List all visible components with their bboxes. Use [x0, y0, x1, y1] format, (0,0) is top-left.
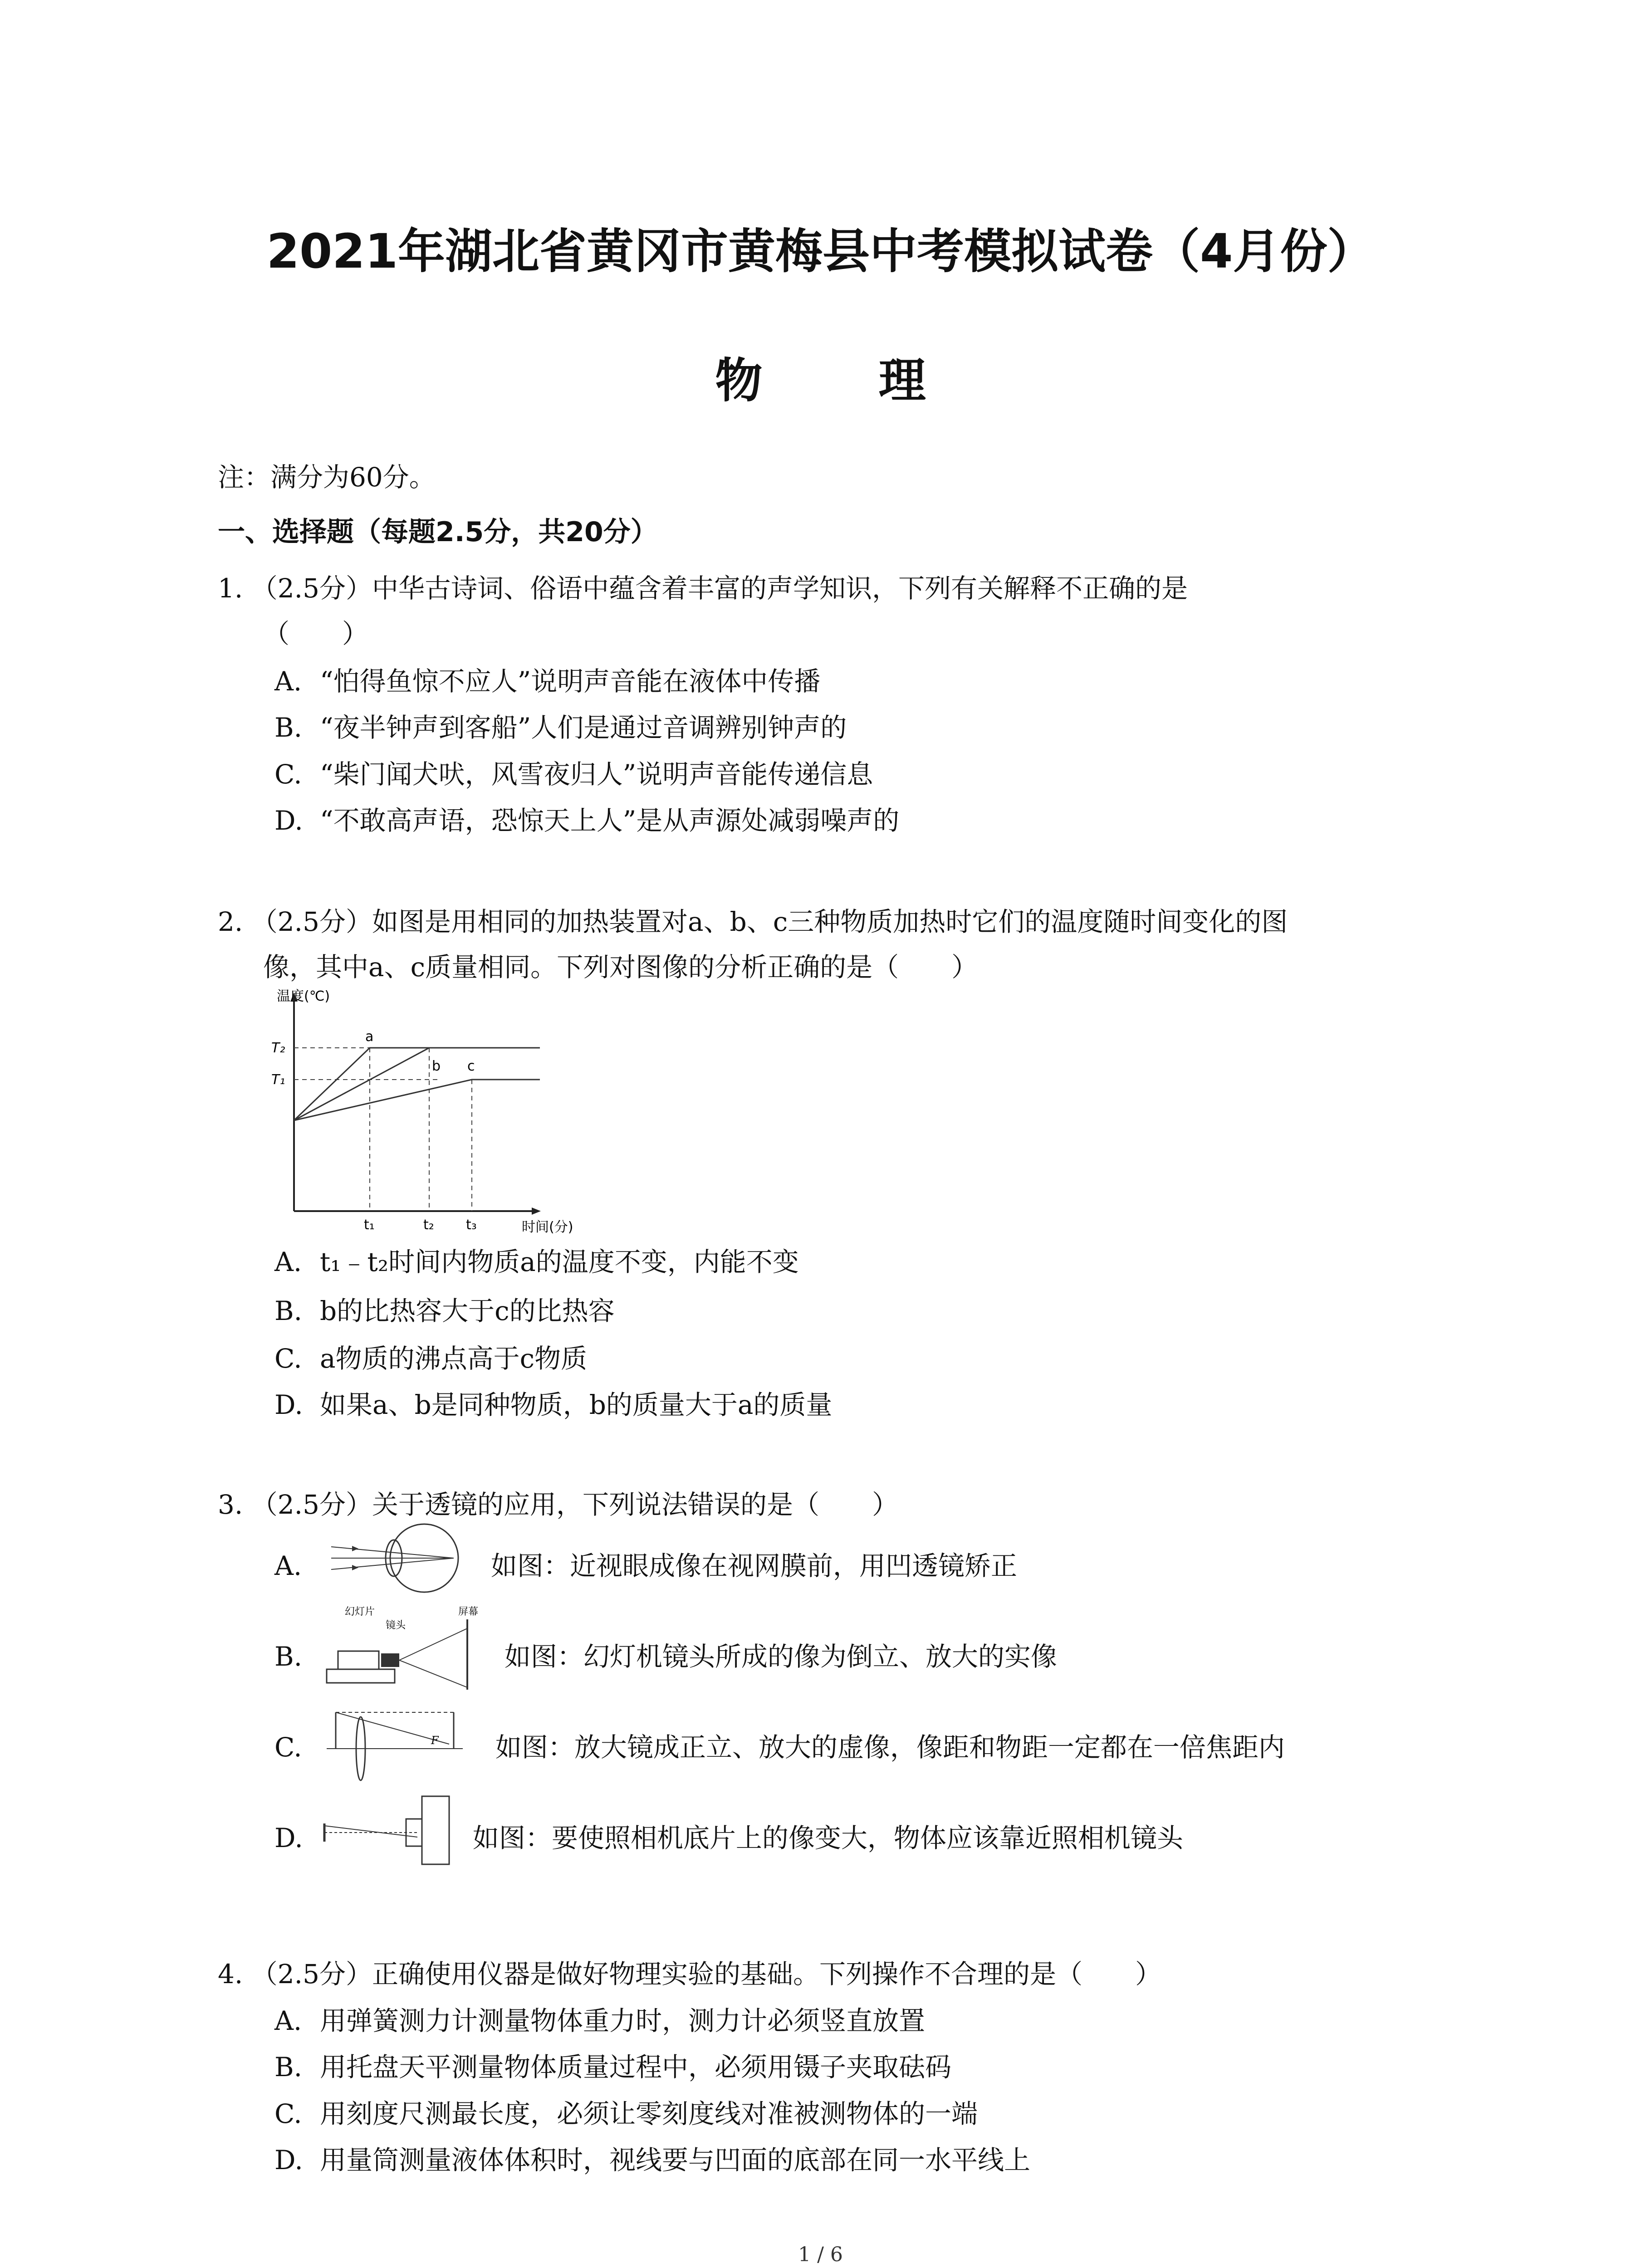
figure-label: 屏幕 — [458, 1606, 479, 1618]
temperature-time-graph — [268, 984, 573, 1238]
q2-option-b — [274, 1290, 615, 1328]
figure-label: F — [431, 1734, 439, 1747]
q4-stem: 4. （2.5分）正确使用仪器是做好物理实验的基础。下列操作不合理的是（ ） — [218, 1959, 1162, 1989]
option-label: D. — [274, 1389, 303, 1420]
x-axis-arrow-icon — [532, 1207, 541, 1215]
option-label: B. — [274, 712, 303, 743]
option-label: B. — [274, 1641, 303, 1672]
option-text: “怕得鱼惊不应人”说明声音能在液体中传播 — [320, 666, 821, 697]
projector-diagram-icon — [318, 1601, 490, 1692]
q4-option-a — [274, 1999, 925, 2038]
x-tick-t3: t₃ — [466, 1217, 477, 1233]
option-label: D. — [274, 2145, 303, 2175]
option-label: B. — [274, 1295, 303, 1326]
magnifier-diagram-icon — [318, 1699, 481, 1778]
q1-option-d — [274, 799, 899, 837]
option-text: 如果a、b是同种物质，b的质量大于a的质量 — [320, 1389, 833, 1420]
option-text: b的比热容大于c的比热容 — [320, 1295, 615, 1326]
q3-stem: 3. （2.5分）关于透镜的应用，下列说法错误的是（ ） — [218, 1489, 899, 1520]
camera-diagram-icon — [318, 1783, 458, 1873]
x-axis-label: 时间(分) — [522, 1219, 573, 1235]
option-text: “不敢高声语，恐惊天上人”是从声源处减弱噪声的 — [320, 805, 900, 836]
option-text: a物质的沸点高于c物质 — [320, 1343, 588, 1374]
option-text: 如图：放大镜成正立、放大的虚像，像距和物距一定都在一倍焦距内 — [495, 1732, 1285, 1763]
option-label: A. — [274, 666, 302, 697]
option-text: t₁﹣t₂时间内物质a的温度不变，内能不变 — [320, 1246, 799, 1277]
q1-stem: 1. （2.5分）中华古诗词、俗语中蕴含着丰富的声学知识，下列有关解释不正确的是 — [218, 573, 1188, 604]
option-label: D. — [274, 1823, 303, 1853]
option-label: C. — [274, 1732, 302, 1763]
curve-a — [294, 1048, 540, 1120]
q2-option-c — [274, 1337, 587, 1375]
y-axis-label: 温度(℃) — [277, 988, 330, 1004]
curve-label-a: a — [365, 1029, 374, 1045]
option-label: C. — [274, 759, 302, 790]
q2-option-a — [274, 1241, 799, 1279]
q4-option-c — [274, 2092, 978, 2131]
q1-option-a — [274, 660, 820, 698]
option-label: B. — [274, 2052, 303, 2082]
page-number: 1 / 6 — [798, 2243, 843, 2266]
option-label: D. — [274, 805, 303, 836]
option-text: 如图：近视眼成像在视网膜前，用凹透镜矫正 — [490, 1550, 1017, 1581]
q1-stem-cont: （ ） — [263, 618, 369, 649]
curve-label-c: c — [467, 1058, 475, 1074]
option-text: 如图：要使照相机底片上的像变大，物体应该靠近照相机镜头 — [472, 1823, 1183, 1853]
option-text: 如图：幻灯机镜头所成的像为倒立、放大的实像 — [504, 1641, 1057, 1672]
option-label: A. — [274, 2005, 302, 2036]
option-text: 用托盘天平测量物体质量过程中，必须用镊子夹取砝码 — [320, 2052, 952, 2082]
q1-option-c — [274, 753, 873, 791]
eye-lens-diagram-icon — [322, 1520, 476, 1597]
q2-option-d — [274, 1383, 832, 1422]
exam-title: 2021年湖北省黄冈市黄梅县中考模拟试卷（4月份） — [266, 224, 1375, 279]
option-label: C. — [274, 1343, 302, 1374]
q1-option-b — [274, 706, 847, 744]
q2-stem-cont: 像，其中a、c质量相同。下列对图像的分析正确的是（ ） — [263, 952, 978, 982]
x-tick-t1: t₁ — [364, 1217, 375, 1233]
y-tick-t2: T₂ — [271, 1040, 285, 1056]
section-heading: 一、选择题（每题2.5分，共20分） — [218, 516, 658, 548]
score-note: 注：满分为60分。 — [218, 462, 436, 493]
option-label: A. — [274, 1550, 302, 1581]
option-text: “柴门闻犬吠，风雪夜归人”说明声音能传递信息 — [320, 759, 873, 790]
curve-label-b: b — [432, 1058, 441, 1074]
figure-label: 幻灯片 — [345, 1606, 375, 1618]
figure-label: 镜头 — [386, 1620, 406, 1631]
y-tick-t1: T₁ — [271, 1072, 285, 1088]
option-text: 用量筒测量液体体积时，视线要与凹面的底部在同一水平线上 — [320, 2145, 1031, 2175]
subject-title: 物 理 — [715, 353, 976, 408]
x-tick-t2: t₂ — [423, 1217, 434, 1233]
option-label: C. — [274, 2098, 302, 2129]
q4-option-b — [274, 2046, 951, 2084]
curve-b — [294, 1048, 429, 1120]
q2-stem: 2. （2.5分）如图是用相同的加热装置对a、b、c三种物质加热时它们的温度随时间变化的图 — [218, 906, 1288, 937]
option-label: A. — [274, 1246, 302, 1277]
q4-option-d — [274, 2139, 1030, 2177]
option-text: 用刻度尺测最长度，必须让零刻度线对准被测物体的一端 — [320, 2098, 978, 2129]
option-text: “夜半钟声到客船”人们是通过音调辨别钟声的 — [320, 712, 847, 743]
option-text: 用弹簧测力计测量物体重力时，测力计必须竖直放置 — [320, 2005, 926, 2036]
